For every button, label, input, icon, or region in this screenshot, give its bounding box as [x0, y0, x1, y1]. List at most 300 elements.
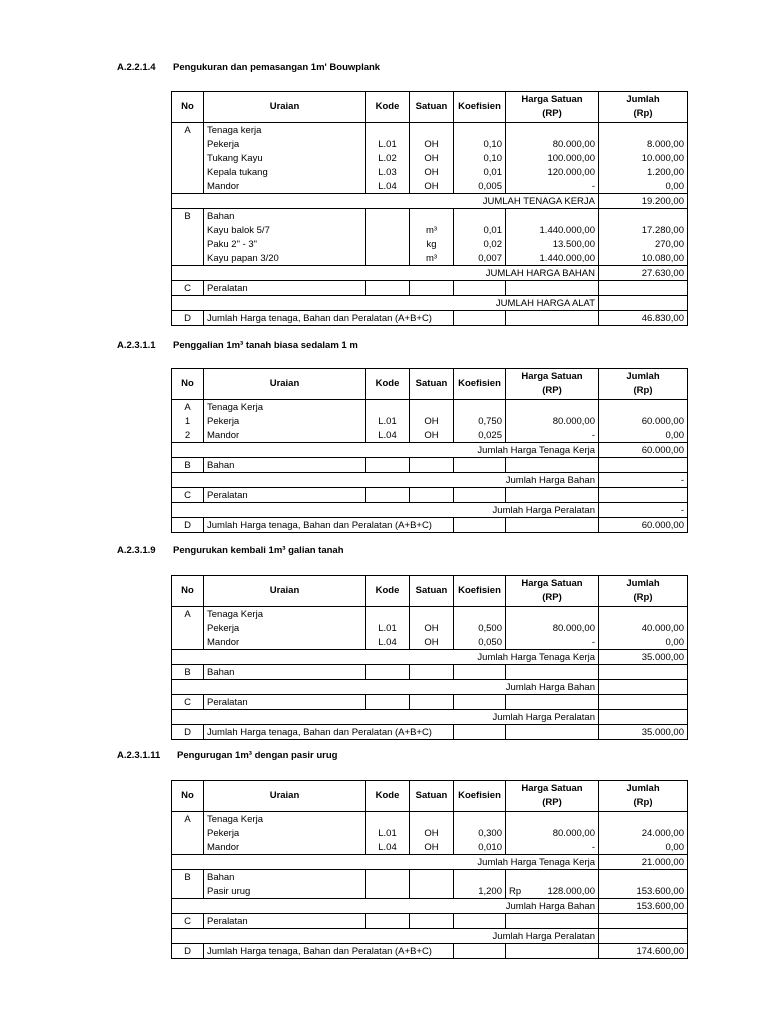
cell [366, 458, 410, 473]
row-harga: - [506, 840, 599, 855]
row-jumlah: 24.000,00 [599, 826, 688, 840]
row-koefisien: 0,050 [454, 635, 506, 650]
row-harga: 80.000,00 [506, 137, 599, 151]
row-koefisien: 0,007 [454, 251, 506, 266]
row-satuan: OH [410, 840, 454, 855]
total-row [172, 725, 688, 740]
section-heading [117, 62, 380, 73]
col-harga-line1: Harga Satuan [521, 371, 583, 382]
col-jumlah [599, 92, 688, 123]
row-jumlah: 10.080,00 [599, 251, 688, 266]
cell [599, 870, 688, 885]
col-koefisien: Koefisien [454, 92, 506, 123]
group-row-b [172, 870, 688, 885]
row-no [172, 621, 204, 635]
group-row-c [172, 488, 688, 503]
group-label: D [172, 944, 204, 959]
cell [454, 695, 506, 710]
subtotal-label: Jumlah Harga Peralatan [172, 710, 599, 725]
cell [599, 488, 688, 503]
subtotal-row-equipment [172, 710, 688, 725]
row-harga: - [506, 635, 599, 650]
col-harga-line1: Harga Satuan [521, 783, 583, 794]
subtotal-row-labor [172, 650, 688, 665]
group-title: Bahan [204, 665, 366, 680]
col-kode: Kode [366, 576, 410, 607]
subtotal-row-material [172, 473, 688, 488]
row-kode: L.04 [366, 840, 410, 855]
group-title: Bahan [204, 458, 366, 473]
row-koefisien: 1,200 [454, 884, 506, 899]
subtotal-value: - [599, 473, 688, 488]
cell [506, 944, 599, 959]
col-harga-line2: (RP) [542, 797, 562, 808]
labor-row [172, 165, 688, 179]
section-title: Pengurukan kembali 1m³ galian tanah [173, 545, 344, 556]
row-no: 1 [172, 414, 204, 428]
row-kode: L.01 [366, 826, 410, 840]
row-jumlah: 40.000,00 [599, 621, 688, 635]
subtotal-value: - [599, 503, 688, 518]
row-uraian: Pekerja [204, 826, 366, 840]
group-label: B [172, 870, 204, 885]
cell [366, 665, 410, 680]
total-row [172, 311, 688, 326]
row-harga: 80.000,00 [506, 826, 599, 840]
cell [366, 281, 410, 296]
labor-row [172, 428, 688, 443]
group-title: Tenaga kerja [204, 123, 366, 138]
cell [366, 695, 410, 710]
col-harga-satuan [506, 369, 599, 400]
cell [506, 518, 599, 533]
cell [454, 870, 506, 885]
row-koefisien: 0,01 [454, 165, 506, 179]
group-row-c [172, 914, 688, 929]
labor-row [172, 635, 688, 650]
row-koefisien: 0,300 [454, 826, 506, 840]
subtotal-label: Jumlah Harga Tenaga Kerja [172, 855, 599, 870]
table-header [172, 576, 688, 607]
col-harga-line2: (RP) [542, 592, 562, 603]
group-label: C [172, 695, 204, 710]
cell [506, 725, 599, 740]
row-no [172, 179, 204, 194]
cell [506, 281, 599, 296]
cell [454, 488, 506, 503]
row-harga: 100.000,00 [506, 151, 599, 165]
row-no [172, 884, 204, 899]
group-label: A [172, 812, 204, 827]
cell [599, 665, 688, 680]
section-heading [117, 750, 337, 761]
col-jumlah-line1: Jumlah [626, 578, 660, 589]
row-koefisien: 0,10 [454, 151, 506, 165]
section-title: Penggalian 1m³ tanah biasa sedalam 1 m [173, 340, 358, 351]
row-jumlah: 60.000,00 [599, 414, 688, 428]
row-satuan: OH [410, 635, 454, 650]
ahsp-table [171, 780, 688, 959]
cell [454, 518, 506, 533]
subtotal-value: 60.000,00 [599, 443, 688, 458]
subtotal-row-equipment [172, 929, 688, 944]
total-row [172, 944, 688, 959]
group-row-a [172, 812, 688, 827]
col-harga-line1: Harga Satuan [521, 578, 583, 589]
group-label: A [172, 607, 204, 622]
total-title: Jumlah Harga tenaga, Bahan dan Peralatan (A+B+C) [204, 944, 454, 959]
row-uraian: Mandor [204, 840, 366, 855]
group-label: A [172, 400, 204, 415]
row-harga [506, 884, 599, 899]
row-harga: 1.440.000,00 [506, 251, 599, 266]
group-title: Tenaga Kerja [204, 607, 366, 622]
table-body [172, 123, 688, 326]
group-label: D [172, 518, 204, 533]
group-label: C [172, 281, 204, 296]
row-koefisien: 0,005 [454, 179, 506, 194]
group-title: Peralatan [204, 695, 366, 710]
col-satuan: Satuan [410, 92, 454, 123]
row-kode [366, 223, 410, 237]
cell [506, 914, 599, 929]
cell [454, 812, 506, 827]
subtotal-row-equipment [172, 296, 688, 311]
group-label: C [172, 914, 204, 929]
row-jumlah: 1.200,00 [599, 165, 688, 179]
cell [454, 209, 506, 224]
subtotal-label: JUMLAH HARGA ALAT [172, 296, 599, 311]
row-uraian: Kepala tukang [204, 165, 366, 179]
cell [506, 311, 599, 326]
col-harga-satuan [506, 92, 599, 123]
material-row [172, 223, 688, 237]
col-jumlah-line2: (Rp) [633, 385, 653, 396]
row-harga: 80.000,00 [506, 414, 599, 428]
row-uraian: Kayu balok 5/7 [204, 223, 366, 237]
row-kode [366, 237, 410, 251]
row-kode: L.01 [366, 137, 410, 151]
row-jumlah: 10.000,00 [599, 151, 688, 165]
row-jumlah: 17.280,00 [599, 223, 688, 237]
col-jumlah-line2: (Rp) [633, 797, 653, 808]
subtotal-value [599, 680, 688, 695]
group-row-b [172, 665, 688, 680]
group-label: C [172, 488, 204, 503]
row-kode: L.03 [366, 165, 410, 179]
col-satuan: Satuan [410, 369, 454, 400]
col-kode: Kode [366, 92, 410, 123]
col-harga-line1: Harga Satuan [521, 94, 583, 105]
cell [410, 400, 454, 415]
cell [410, 488, 454, 503]
col-jumlah [599, 369, 688, 400]
col-satuan: Satuan [410, 576, 454, 607]
row-harga: - [506, 179, 599, 194]
grand-total-value: 35.000,00 [599, 725, 688, 740]
row-harga: 120.000,00 [506, 165, 599, 179]
group-label: B [172, 209, 204, 224]
section-heading [117, 340, 358, 351]
row-no [172, 237, 204, 251]
labor-row [172, 151, 688, 165]
row-uraian: Pekerja [204, 137, 366, 151]
row-no [172, 223, 204, 237]
row-no [172, 635, 204, 650]
col-jumlah-line1: Jumlah [626, 371, 660, 382]
cell [366, 209, 410, 224]
col-jumlah-line1: Jumlah [626, 94, 660, 105]
subtotal-value: 27.630,00 [599, 266, 688, 281]
row-uraian: Pekerja [204, 414, 366, 428]
row-harga: 80.000,00 [506, 621, 599, 635]
row-kode: L.01 [366, 621, 410, 635]
row-satuan: OH [410, 826, 454, 840]
cell [454, 665, 506, 680]
cell [454, 400, 506, 415]
row-uraian: Kayu papan 3/20 [204, 251, 366, 266]
subtotal-row-labor [172, 443, 688, 458]
row-no [172, 165, 204, 179]
col-no: No [172, 369, 204, 400]
row-kode: L.04 [366, 428, 410, 443]
cell [599, 812, 688, 827]
cell [410, 870, 454, 885]
subtotal-row-material [172, 266, 688, 281]
col-uraian: Uraian [204, 92, 366, 123]
section-code: A.2.3.1.9 [117, 545, 156, 556]
cell [454, 123, 506, 138]
cell [599, 209, 688, 224]
section-code: A.2.2.1.4 [117, 62, 156, 73]
row-koefisien: 0,02 [454, 237, 506, 251]
grand-total-value: 60.000,00 [599, 518, 688, 533]
group-title: Bahan [204, 209, 366, 224]
row-satuan: OH [410, 151, 454, 165]
col-uraian: Uraian [204, 576, 366, 607]
grand-total-value: 174.600,00 [599, 944, 688, 959]
row-jumlah: 0,00 [599, 840, 688, 855]
cell [506, 812, 599, 827]
cell [506, 870, 599, 885]
col-no: No [172, 576, 204, 607]
row-no [172, 251, 204, 266]
row-jumlah: 153.600,00 [599, 884, 688, 899]
header-row [172, 781, 688, 812]
cell [454, 311, 506, 326]
cell [599, 281, 688, 296]
group-label: B [172, 458, 204, 473]
table-body [172, 607, 688, 740]
material-row [172, 884, 688, 899]
subtotal-row-labor [172, 194, 688, 209]
col-jumlah-line2: (Rp) [633, 108, 653, 119]
group-row-c [172, 695, 688, 710]
cell [410, 812, 454, 827]
row-satuan [410, 884, 454, 899]
grand-total-value: 46.830,00 [599, 311, 688, 326]
subtotal-label: JUMLAH TENAGA KERJA [172, 194, 599, 209]
row-satuan: OH [410, 165, 454, 179]
col-harga-satuan [506, 576, 599, 607]
cell [599, 914, 688, 929]
cell [410, 695, 454, 710]
subtotal-label: Jumlah Harga Peralatan [172, 929, 599, 944]
cell [599, 695, 688, 710]
col-no: No [172, 781, 204, 812]
row-satuan: OH [410, 428, 454, 443]
cell [506, 209, 599, 224]
table-body [172, 812, 688, 959]
cell [454, 944, 506, 959]
cell [410, 914, 454, 929]
row-koefisien: 0,010 [454, 840, 506, 855]
cell [599, 458, 688, 473]
row-uraian: Mandor [204, 635, 366, 650]
cell [410, 281, 454, 296]
group-row-b [172, 209, 688, 224]
row-koefisien: 0,10 [454, 137, 506, 151]
group-label: A [172, 123, 204, 138]
table-header [172, 92, 688, 123]
subtotal-value: 153.600,00 [599, 899, 688, 914]
cell [599, 607, 688, 622]
group-title: Tenaga Kerja [204, 812, 366, 827]
cell [454, 914, 506, 929]
subtotal-row-material [172, 680, 688, 695]
subtotal-value [599, 296, 688, 311]
row-satuan: m³ [410, 223, 454, 237]
col-koefisien: Koefisien [454, 576, 506, 607]
cell [599, 123, 688, 138]
cell [366, 123, 410, 138]
row-uraian: Tukang Kayu [204, 151, 366, 165]
group-title: Peralatan [204, 281, 366, 296]
row-koefisien: 0,025 [454, 428, 506, 443]
row-koefisien: 0,01 [454, 223, 506, 237]
cell [454, 725, 506, 740]
table-header [172, 781, 688, 812]
cell [366, 607, 410, 622]
total-title: Jumlah Harga tenaga, Bahan dan Peralatan (A+B+C) [204, 311, 454, 326]
group-title: Peralatan [204, 914, 366, 929]
row-satuan: OH [410, 137, 454, 151]
labor-row [172, 840, 688, 855]
cell [506, 607, 599, 622]
row-jumlah: 0,00 [599, 428, 688, 443]
row-uraian: Paku 2" - 3" [204, 237, 366, 251]
cell [366, 400, 410, 415]
col-harga-line2: (RP) [542, 108, 562, 119]
cell [410, 607, 454, 622]
row-no [172, 137, 204, 151]
row-satuan: OH [410, 414, 454, 428]
labor-row [172, 137, 688, 151]
row-harga: - [506, 428, 599, 443]
subtotal-value: 19.200,00 [599, 194, 688, 209]
group-row-b [172, 458, 688, 473]
row-satuan: OH [410, 179, 454, 194]
subtotal-label: Jumlah Harga Peralatan [172, 503, 599, 518]
cell [410, 123, 454, 138]
subtotal-row-equipment [172, 503, 688, 518]
col-jumlah-line1: Jumlah [626, 783, 660, 794]
labor-row [172, 621, 688, 635]
cell [506, 488, 599, 503]
row-no [172, 151, 204, 165]
cell [506, 695, 599, 710]
section-code: A.2.3.1.11 [117, 750, 161, 761]
row-kode: L.02 [366, 151, 410, 165]
group-label: B [172, 665, 204, 680]
col-kode: Kode [366, 369, 410, 400]
ahsp-table [171, 368, 688, 533]
total-title: Jumlah Harga tenaga, Bahan dan Peralatan (A+B+C) [204, 725, 454, 740]
row-koefisien: 0,500 [454, 621, 506, 635]
section-title: Pengukuran dan pemasangan 1m' Bouwplank [173, 62, 381, 73]
row-uraian: Pasir urug [204, 884, 366, 899]
cell [454, 607, 506, 622]
cell [454, 281, 506, 296]
row-uraian: Mandor [204, 428, 366, 443]
row-kode [366, 251, 410, 266]
section-code: A.2.3.1.1 [117, 340, 156, 351]
row-koefisien: 0,750 [454, 414, 506, 428]
subtotal-value [599, 710, 688, 725]
currency-prefix: Rp [509, 885, 522, 897]
col-uraian: Uraian [204, 781, 366, 812]
labor-row [172, 179, 688, 194]
cell [506, 123, 599, 138]
row-jumlah: 0,00 [599, 635, 688, 650]
group-title: Bahan [204, 870, 366, 885]
subtotal-value: 21.000,00 [599, 855, 688, 870]
col-jumlah [599, 781, 688, 812]
section-title: Pengurugan 1m³ dengan pasir urug [177, 750, 338, 761]
material-row [172, 251, 688, 266]
col-kode: Kode [366, 781, 410, 812]
subtotal-value [599, 929, 688, 944]
group-title: Tenaga Kerja [204, 400, 366, 415]
cell [366, 488, 410, 503]
row-kode [366, 884, 410, 899]
row-jumlah: 0,00 [599, 179, 688, 194]
row-harga: 1.440.000,00 [506, 223, 599, 237]
row-satuan: m³ [410, 251, 454, 266]
cell [410, 209, 454, 224]
group-row-a [172, 607, 688, 622]
row-jumlah: 8.000,00 [599, 137, 688, 151]
row-kode: L.01 [366, 414, 410, 428]
table-body [172, 400, 688, 533]
cell [410, 665, 454, 680]
cell [410, 458, 454, 473]
col-harga-line2: (RP) [542, 385, 562, 396]
row-kode: L.04 [366, 179, 410, 194]
col-harga-satuan [506, 781, 599, 812]
subtotal-value: 35.000,00 [599, 650, 688, 665]
header-row [172, 369, 688, 400]
cell [366, 870, 410, 885]
subtotal-label: JUMLAH HARGA BAHAN [172, 266, 599, 281]
cell [506, 400, 599, 415]
col-jumlah [599, 576, 688, 607]
col-no: No [172, 92, 204, 123]
subtotal-label: Jumlah Harga Tenaga Kerja [172, 650, 599, 665]
row-jumlah: 270,00 [599, 237, 688, 251]
ahsp-table [171, 91, 688, 326]
col-koefisien: Koefisien [454, 369, 506, 400]
